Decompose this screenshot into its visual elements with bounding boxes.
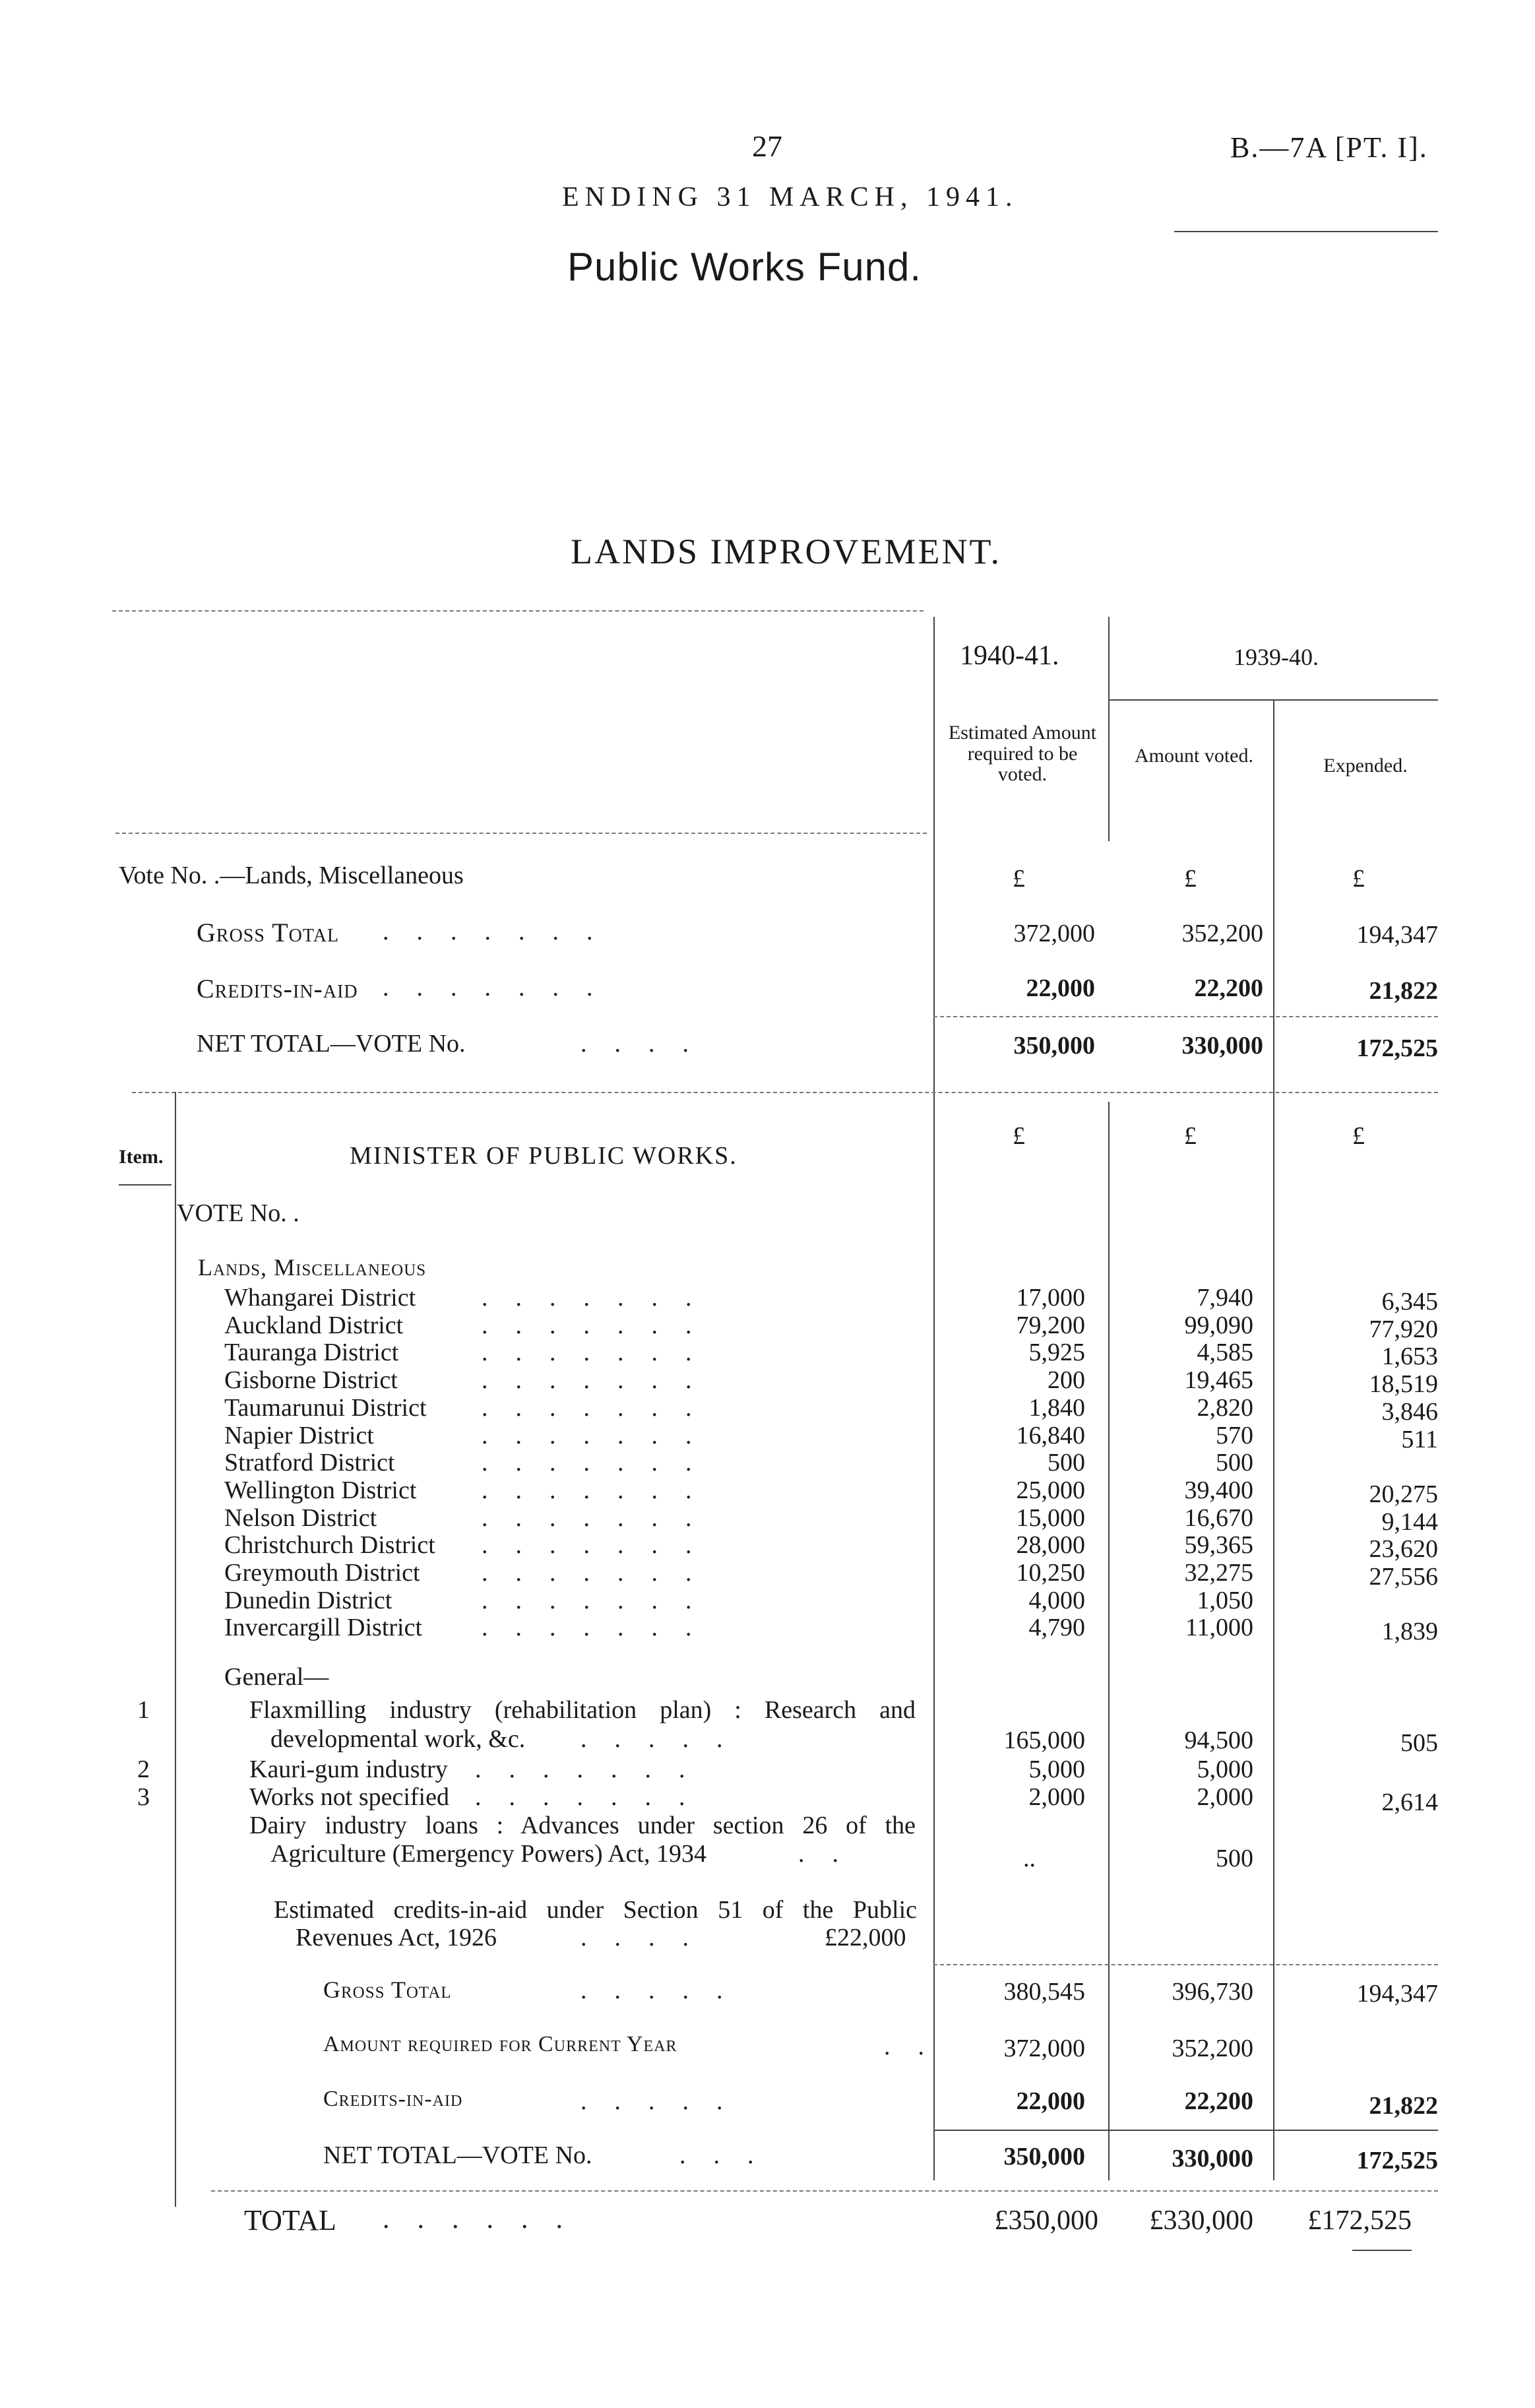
leader-dots: ...... bbox=[383, 2204, 590, 2234]
summary-credits-label: Credits-in-aid bbox=[197, 974, 358, 1003]
leader-dots: ....... bbox=[482, 1476, 720, 1504]
general-exp: 2,614 bbox=[1381, 1789, 1438, 1816]
totals-rule bbox=[933, 1964, 1438, 1965]
section-title: LANDS IMPROVEMENT. bbox=[571, 532, 1002, 571]
estimated-header: Estimated Amount required to be voted. bbox=[948, 722, 1097, 785]
net-total-voted: 330,000 bbox=[1172, 2145, 1253, 2172]
year-header-rule bbox=[1108, 699, 1438, 701]
grand-total-underline bbox=[1352, 2250, 1412, 2251]
general-item-line: Flaxmilling industry (rehabilitation plan) : Research and bbox=[249, 1696, 916, 1724]
general-est: 165,000 bbox=[1003, 1727, 1085, 1754]
credits-note-amount: £22,000 bbox=[825, 1924, 906, 1951]
gross-total-label: Gross Total bbox=[323, 1977, 452, 2003]
general-item-line: Works not specified bbox=[249, 1783, 449, 1811]
gross-total-exp: 194,347 bbox=[1356, 1980, 1438, 2008]
general-est: .. bbox=[1023, 1845, 1036, 1872]
leader-dots: ....... bbox=[482, 1339, 720, 1366]
leader-dots: ....... bbox=[475, 1756, 713, 1783]
district-voted: 39,400 bbox=[1184, 1476, 1253, 1504]
grand-total-exp: £172,525 bbox=[1307, 2205, 1412, 2236]
summary-net-total-label: NET TOTAL—VOTE No. bbox=[197, 1030, 466, 1058]
district-name: Gisborne District bbox=[224, 1366, 398, 1394]
header-bottom-rule bbox=[115, 833, 927, 834]
district-est: 17,000 bbox=[1016, 1284, 1085, 1312]
district-exp: 6,345 bbox=[1381, 1288, 1438, 1315]
summary-credits-est: 22,000 bbox=[1026, 974, 1095, 1002]
item-number: 2 bbox=[137, 1756, 150, 1783]
item-column-divider bbox=[175, 1092, 176, 2207]
year-current-header: 1940-41. bbox=[960, 641, 1059, 671]
district-name: Whangarei District bbox=[224, 1284, 416, 1312]
leader-dots: ....... bbox=[482, 1366, 720, 1394]
net-total-exp: 172,525 bbox=[1356, 2147, 1438, 2174]
summary-net-exp: 172,525 bbox=[1356, 1034, 1438, 1062]
leader-dots: ....... bbox=[383, 974, 621, 1001]
leader-dots: ....... bbox=[482, 1449, 720, 1476]
page-number: 27 bbox=[752, 129, 782, 163]
summary-credits-exp: 21,822 bbox=[1369, 977, 1438, 1005]
general-est: 5,000 bbox=[1028, 1756, 1085, 1783]
general-voted: 5,000 bbox=[1197, 1756, 1253, 1783]
general-voted: 94,500 bbox=[1184, 1727, 1253, 1754]
district-est: 500 bbox=[1048, 1449, 1085, 1476]
district-exp: 511 bbox=[1401, 1426, 1438, 1453]
general-item-line: Dairy industry loans : Advances under section 26 of the bbox=[249, 1812, 916, 1839]
district-est: 10,250 bbox=[1016, 1559, 1085, 1587]
leader-dots: ....... bbox=[482, 1394, 720, 1422]
leader-dots: ..... bbox=[580, 2087, 751, 2115]
leader-dots: .. bbox=[798, 1840, 866, 1868]
column-divider-1 bbox=[933, 617, 935, 1105]
district-name: Greymouth District bbox=[224, 1559, 420, 1587]
detail-divider-1 bbox=[933, 1102, 935, 2180]
pound-sign-expended: £ bbox=[1352, 1122, 1365, 1150]
district-est: 200 bbox=[1048, 1366, 1085, 1394]
leader-dots: ....... bbox=[482, 1559, 720, 1587]
item-column-header: Item. bbox=[119, 1146, 164, 1168]
pound-sign-expended: £ bbox=[1352, 865, 1365, 893]
district-name: Auckland District bbox=[224, 1312, 404, 1339]
district-name: Dunedin District bbox=[224, 1587, 392, 1614]
district-exp: 23,620 bbox=[1369, 1535, 1438, 1563]
leader-dots: ....... bbox=[482, 1504, 720, 1532]
leader-dots: ....... bbox=[383, 918, 621, 945]
general-voted: 500 bbox=[1216, 1845, 1253, 1872]
district-name: Tauranga District bbox=[224, 1339, 399, 1366]
district-voted: 19,465 bbox=[1184, 1366, 1253, 1394]
general-heading: General— bbox=[224, 1663, 329, 1691]
gross-total-voted: 396,730 bbox=[1172, 1978, 1253, 2006]
district-voted: 1,050 bbox=[1197, 1587, 1253, 1614]
district-name: Invercargill District bbox=[224, 1614, 423, 1641]
credits-in-aid-exp: 21,822 bbox=[1369, 2092, 1438, 2120]
item-number: 1 bbox=[137, 1696, 150, 1724]
district-est: 79,200 bbox=[1016, 1312, 1085, 1339]
district-voted: 32,275 bbox=[1184, 1559, 1253, 1587]
summary-gross-total-label: Gross Total bbox=[197, 918, 340, 947]
district-name: Nelson District bbox=[224, 1504, 377, 1532]
district-est: 5,925 bbox=[1028, 1339, 1085, 1366]
document-reference: B.—7A [PT. I]. bbox=[1230, 131, 1428, 164]
expended-header: Expended. bbox=[1323, 755, 1408, 776]
district-exp: 18,519 bbox=[1369, 1370, 1438, 1398]
item-header-rule bbox=[119, 1184, 172, 1186]
leader-dots: .... bbox=[580, 1030, 716, 1058]
leader-dots: ....... bbox=[482, 1422, 720, 1449]
vote-heading: VOTE No. . bbox=[177, 1199, 299, 1227]
credits-in-aid-est: 22,000 bbox=[1016, 2087, 1085, 2115]
district-voted: 570 bbox=[1216, 1422, 1253, 1449]
district-exp: 27,556 bbox=[1369, 1563, 1438, 1591]
summary-gross-voted: 352,200 bbox=[1181, 920, 1263, 947]
grand-total-label: TOTAL bbox=[244, 2204, 336, 2236]
net-total-rule bbox=[933, 2130, 1438, 2131]
amount-voted-header: Amount voted. bbox=[1135, 745, 1253, 767]
year-previous-header: 1939-40. bbox=[1234, 644, 1319, 670]
detail-top-rule bbox=[132, 1092, 1438, 1093]
grand-total-voted: £330,000 bbox=[1149, 2205, 1253, 2236]
leader-dots: ....... bbox=[482, 1531, 720, 1559]
amount-required-est: 372,000 bbox=[1003, 2035, 1085, 2062]
district-exp: 20,275 bbox=[1369, 1480, 1438, 1508]
summary-net-est: 350,000 bbox=[1013, 1032, 1095, 1060]
pound-sign-estimated: £ bbox=[1013, 865, 1025, 893]
vote-label: Vote No. .—Lands, Miscellaneous bbox=[119, 862, 464, 889]
district-voted: 500 bbox=[1216, 1449, 1253, 1476]
general-item-line: Agriculture (Emergency Powers) Act, 1934 bbox=[270, 1840, 706, 1868]
leader-dots: .... bbox=[580, 1924, 716, 1951]
district-voted: 4,585 bbox=[1197, 1339, 1253, 1366]
district-exp: 1,839 bbox=[1381, 1618, 1438, 1645]
pound-sign-estimated: £ bbox=[1013, 1122, 1025, 1150]
district-est: 15,000 bbox=[1016, 1504, 1085, 1532]
leader-dots: ..... bbox=[580, 1725, 751, 1753]
grand-total-rule bbox=[211, 2190, 1438, 2192]
district-voted: 16,670 bbox=[1184, 1504, 1253, 1532]
amount-required-voted: 352,200 bbox=[1172, 2035, 1253, 2062]
leader-dots: ....... bbox=[482, 1312, 720, 1339]
summary-gross-est: 372,000 bbox=[1013, 920, 1095, 947]
leader-dots: ..... bbox=[580, 1977, 751, 2004]
credits-note: Revenues Act, 1926 bbox=[296, 1924, 497, 1951]
general-est: 2,000 bbox=[1028, 1783, 1085, 1811]
district-name: Christchurch District bbox=[224, 1531, 435, 1559]
grand-total-est: £350,000 bbox=[994, 2205, 1098, 2236]
pound-sign-voted: £ bbox=[1184, 865, 1197, 893]
leader-dots: ....... bbox=[482, 1284, 720, 1312]
district-name: Stratford District bbox=[224, 1449, 395, 1476]
district-est: 1,840 bbox=[1028, 1394, 1085, 1422]
leader-dots: ....... bbox=[482, 1587, 720, 1614]
minister-heading: MINISTER OF PUBLIC WORKS. bbox=[350, 1142, 737, 1170]
header-rule bbox=[1174, 231, 1438, 232]
general-exp: 505 bbox=[1400, 1729, 1438, 1757]
district-voted: 2,820 bbox=[1197, 1394, 1253, 1422]
summary-subtotal-rule bbox=[933, 1016, 1438, 1017]
district-est: 16,840 bbox=[1016, 1422, 1085, 1449]
district-est: 25,000 bbox=[1016, 1476, 1085, 1504]
column-divider-3 bbox=[1273, 699, 1274, 1108]
general-item-line: Kauri-gum industry bbox=[249, 1756, 448, 1783]
district-voted: 99,090 bbox=[1184, 1312, 1253, 1339]
summary-gross-exp: 194,347 bbox=[1356, 921, 1438, 949]
district-name: Taumarunui District bbox=[224, 1394, 427, 1422]
district-name: Napier District bbox=[224, 1422, 374, 1449]
leader-dots: ... bbox=[679, 2141, 782, 2169]
net-total-est: 350,000 bbox=[1003, 2143, 1085, 2170]
general-voted: 2,000 bbox=[1197, 1783, 1253, 1811]
district-est: 28,000 bbox=[1016, 1531, 1085, 1559]
summary-credits-voted: 22,200 bbox=[1194, 974, 1263, 1002]
district-exp: 77,920 bbox=[1369, 1315, 1438, 1343]
district-est: 4,000 bbox=[1028, 1587, 1085, 1614]
group-heading: Lands, Miscellaneous bbox=[198, 1254, 427, 1281]
credits-in-aid-voted: 22,200 bbox=[1184, 2087, 1253, 2115]
leader-dots: .. bbox=[884, 2033, 952, 2060]
leader-dots: ....... bbox=[475, 1783, 713, 1811]
column-divider-2 bbox=[1108, 617, 1110, 841]
credits-in-aid-label: Credits-in-aid bbox=[323, 2087, 463, 2111]
gross-total-est: 380,545 bbox=[1003, 1978, 1085, 2006]
district-voted: 59,365 bbox=[1184, 1531, 1253, 1559]
district-exp: 1,653 bbox=[1381, 1343, 1438, 1370]
detail-divider-3 bbox=[1273, 1102, 1274, 2180]
district-voted: 7,940 bbox=[1197, 1284, 1253, 1312]
credits-note: Estimated credits-in-aid under Section 51 of the Public bbox=[274, 1896, 917, 1924]
pound-sign-voted: £ bbox=[1184, 1122, 1197, 1150]
page-subtitle: ENDING 31 MARCH, 1941. bbox=[562, 182, 1018, 212]
amount-required-label: Amount required for Current Year bbox=[323, 2032, 677, 2056]
district-exp: 3,846 bbox=[1381, 1398, 1438, 1426]
district-voted: 11,000 bbox=[1185, 1614, 1253, 1641]
district-est: 4,790 bbox=[1028, 1614, 1085, 1641]
summary-net-voted: 330,000 bbox=[1181, 1032, 1263, 1060]
district-exp: 9,144 bbox=[1381, 1508, 1438, 1536]
district-name: Wellington District bbox=[224, 1476, 417, 1504]
page-title: Public Works Fund. bbox=[567, 245, 922, 289]
leader-dots: ....... bbox=[482, 1614, 720, 1641]
general-item-line: developmental work, &c. bbox=[270, 1725, 526, 1753]
table-top-rule bbox=[112, 610, 924, 612]
net-total-label: NET TOTAL—VOTE No. bbox=[323, 2141, 592, 2169]
detail-divider-2 bbox=[1108, 1102, 1110, 2180]
item-number: 3 bbox=[137, 1783, 150, 1811]
